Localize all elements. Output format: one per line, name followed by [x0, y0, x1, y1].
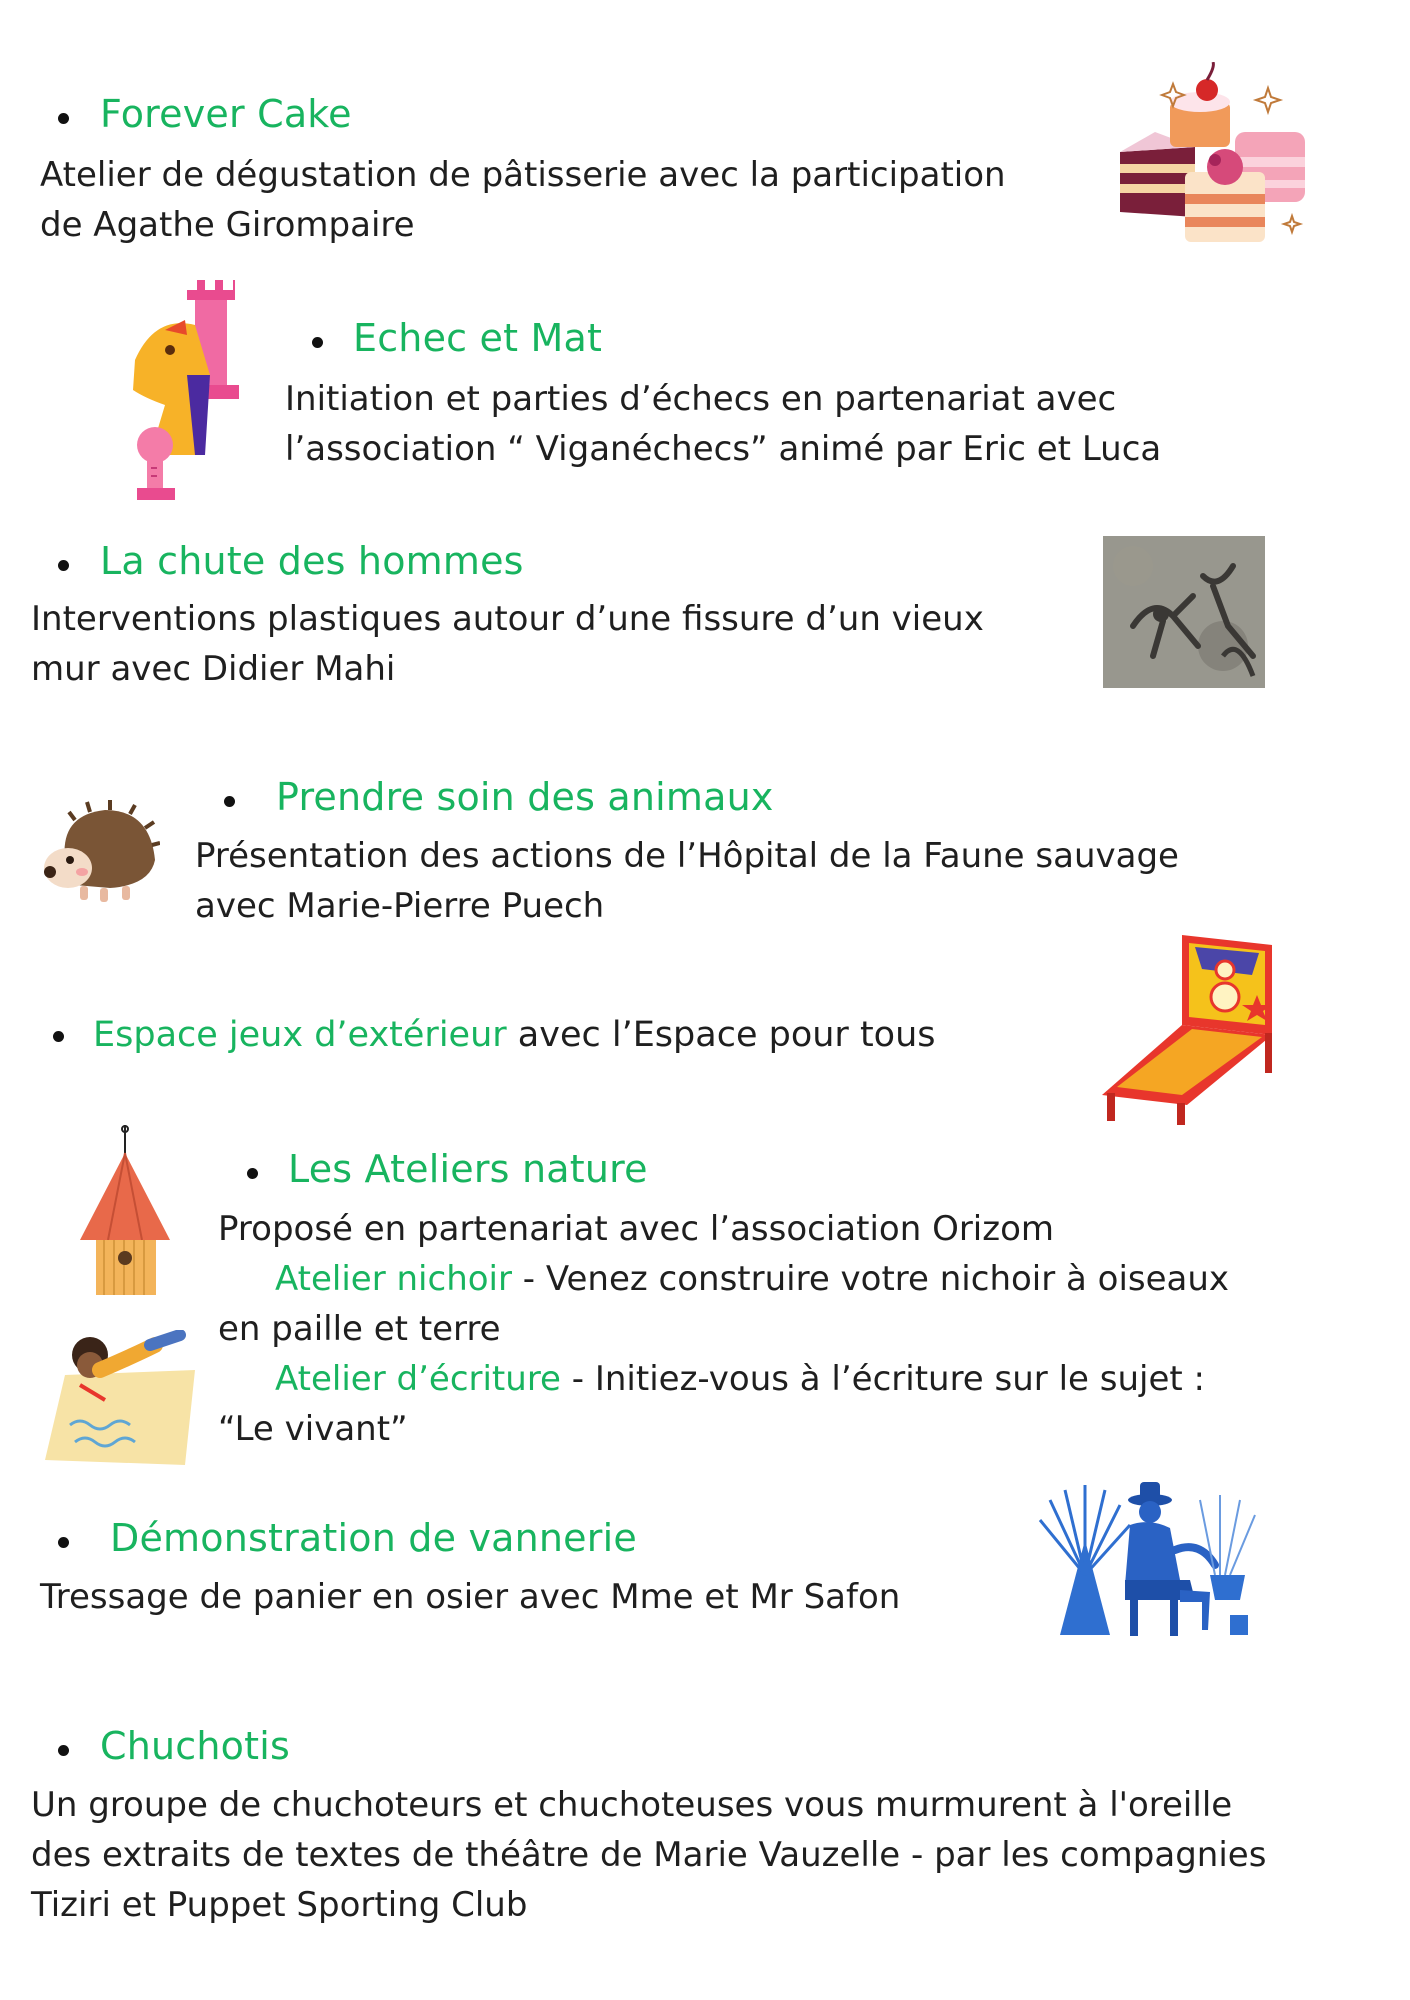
section-line: avec Marie-Pierre Puech [195, 886, 605, 926]
sub-title: Atelier d’écriture [275, 1359, 561, 1399]
sub-text: - Venez construire votre nichoir à oiseaux [511, 1259, 1230, 1299]
section-title: La chute des hommes [100, 539, 524, 583]
section-line: Un groupe de chuchoteurs et chuchoteuses vous murmurent à l'oreille [31, 1785, 1233, 1825]
section-line: Tiziri et Puppet Sporting Club [31, 1885, 528, 1925]
wall-drawing-photo [1103, 536, 1265, 688]
section-line: de Agathe Girompaire [40, 205, 415, 245]
section-title: Prendre soin des animaux [276, 775, 774, 819]
child-writing-icon [45, 1330, 200, 1470]
section-line: des extraits de textes de théâtre de Marie Vauzelle - par les compagnies [31, 1835, 1267, 1875]
section-suffix: avec l’Espace pour tous [506, 1015, 936, 1055]
section-line: Présentation des actions de l’Hôpital de la Faune sauvage [195, 836, 1179, 876]
bullet [58, 1745, 69, 1756]
section-title: Les Ateliers nature [288, 1147, 648, 1191]
bullet [247, 1168, 258, 1179]
cakes-icon [1115, 62, 1315, 252]
basket-weaver-icon [1030, 1480, 1270, 1640]
section-title: Démonstration de vannerie [110, 1516, 637, 1560]
bullet [58, 113, 69, 124]
section-line: Initiation et parties d’échecs en partenariat avec [285, 379, 1117, 419]
section-line: en paille et terre [218, 1309, 501, 1349]
section-line: Tressage de panier en osier avec Mme et Mr Safon [40, 1577, 901, 1617]
bullet [224, 796, 235, 807]
hedgehog-icon [40, 800, 160, 905]
section-title: Chuchotis [100, 1724, 290, 1768]
section-line: l’association “ Viganéchecs” animé par Eric et Luca [285, 429, 1162, 469]
section-title: Echec et Mat [353, 316, 603, 360]
section-line: “Le vivant” [218, 1409, 408, 1449]
sub-atelier-ecriture [275, 1354, 1205, 1404]
skeeball-icon [1097, 925, 1282, 1125]
bullet [312, 337, 323, 348]
section-line: mur avec Didier Mahi [31, 649, 396, 689]
sub-atelier-nichoir [275, 1254, 1229, 1304]
section-line: Atelier de dégustation de pâtisserie avec la participation [40, 155, 1006, 195]
section-line: Proposé en partenariat avec l’association Orizom [218, 1209, 1055, 1249]
bullet [58, 560, 69, 571]
chess-pieces-icon [125, 280, 245, 515]
section-title: Espace jeux d’extérieur [93, 1015, 507, 1055]
section-line: Interventions plastiques autour d’une fissure d’un vieux [31, 599, 984, 639]
bullet [58, 1537, 69, 1548]
sub-text: - Initiez-vous à l’écriture sur le sujet : [560, 1359, 1205, 1399]
sub-title: Atelier nichoir [275, 1259, 512, 1299]
bullet [53, 1031, 64, 1042]
section-line [93, 1010, 936, 1060]
section-title: Forever Cake [100, 92, 352, 136]
birdhouse-icon [78, 1125, 173, 1300]
